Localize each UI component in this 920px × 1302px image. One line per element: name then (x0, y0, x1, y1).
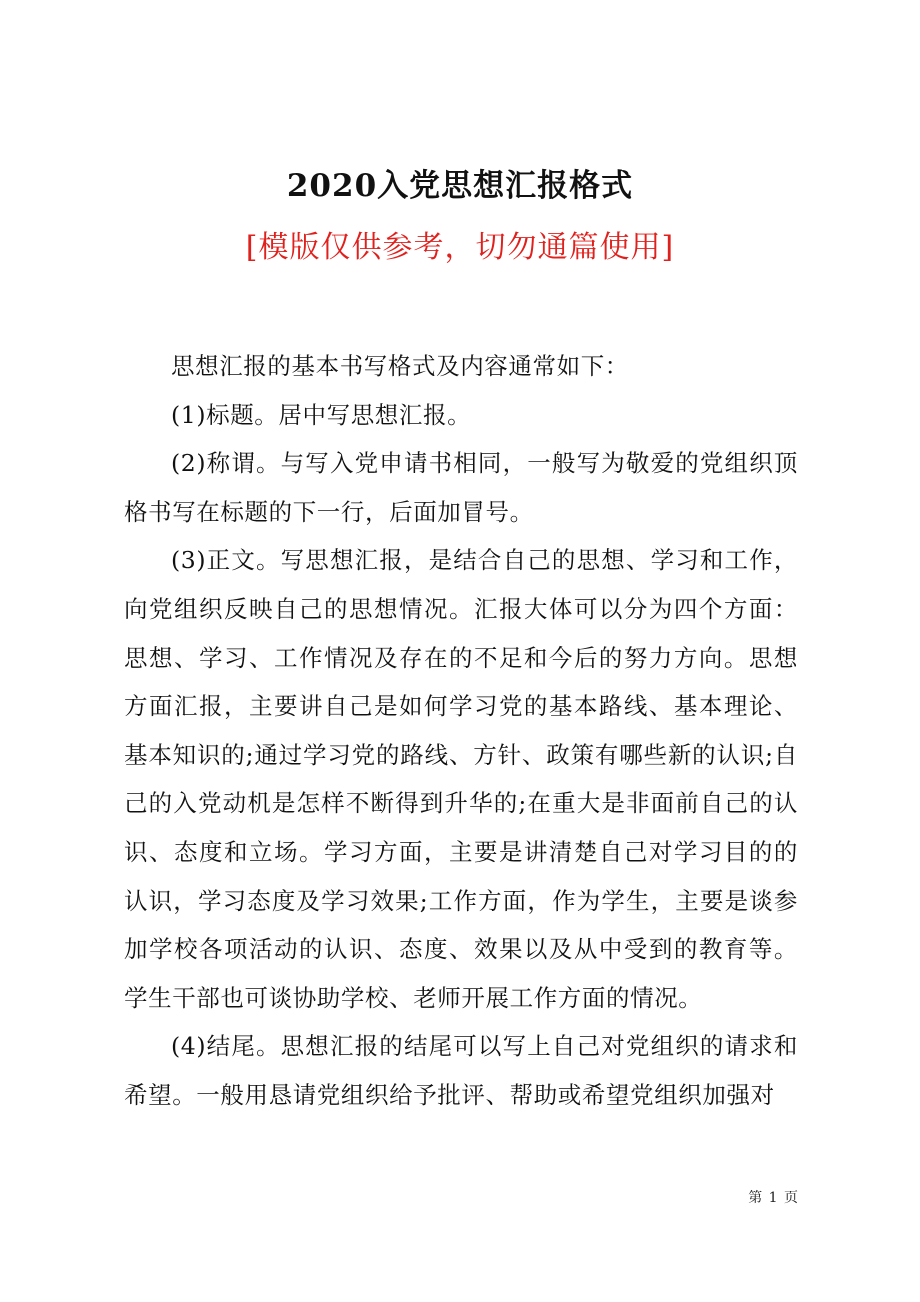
paragraph-intro: 思想汇报的基本书写格式及内容通常如下： (171, 352, 629, 380)
page-number: 第 1 页 (748, 1190, 799, 1206)
paragraph-salutation-rule: (2)称谓。与写入党申请书相同，一般写为敬爱的党组织顶格书写在标题的下一行，后面加冒号。 (124, 449, 798, 526)
document-body (124, 342, 798, 1120)
paragraph-title-rule: (1)标题。居中写思想汇报。 (171, 400, 472, 429)
paragraph-ending-rule: (4)结尾。思想汇报的结尾可以写上自己对党组织的请求和希望。一般用恳请党组织给予批评、帮助或希望党组织加强对 (124, 1032, 798, 1109)
template-notice: [模版仅供参考，切勿通篇使用] (245, 230, 675, 265)
document-title: 2020入党思想汇报格式 (286, 168, 634, 204)
paragraph-body-rule: (3)正文。写思想汇报，是结合自己的思想、学习和工作，向党组织反映自己的思想情况。汇报大体可以分为四个方面：思想、学习、工作情况及存在的不足和今后的努力方向。思想方面汇报，主要讲自己是如何学习党的基本路线、基本理论、基本知识的;通过学习党的路线、方针、政策有哪些新的认识;自己的入党动机是怎样不断得到升华的;在重大是非面前自己的认识、态度和立场。学习方面，主要是讲清楚自己对学习目的的认识，学习态度及学习效果;工作方面，作为学生，主要是谈参加学校各项活动的认识、态度、效果以及从中受到的教育等。学生干部也可谈协助学校、老师开展工作方面的情况。 (124, 546, 798, 1012)
